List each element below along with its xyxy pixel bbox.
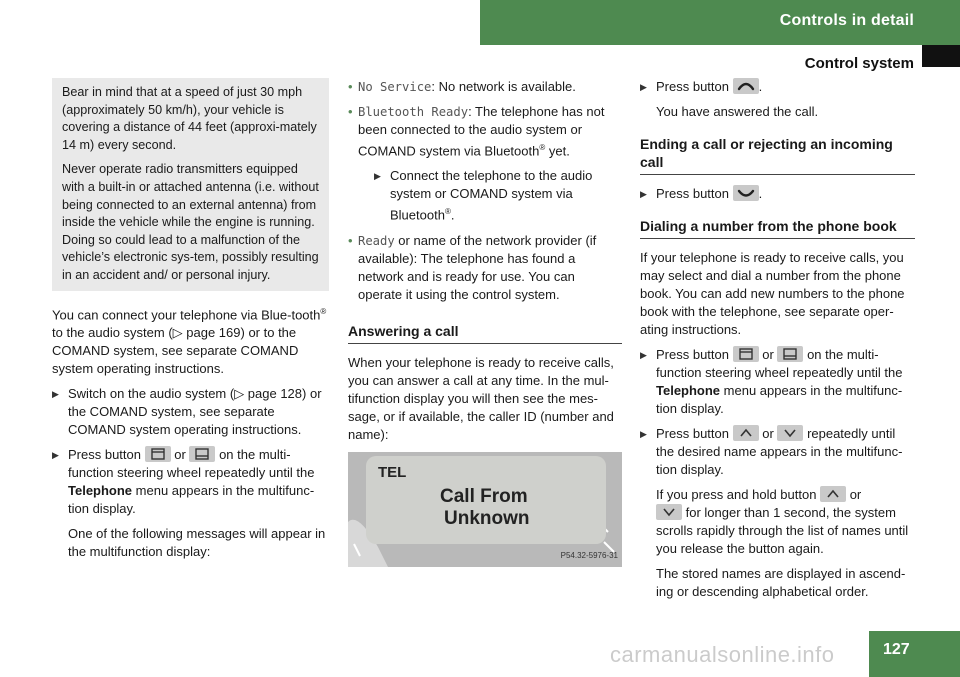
step-continuation: One of the following messages will appear in the multifunction display: — [68, 525, 326, 559]
section-tab-marker — [922, 45, 960, 67]
display-line-1: Call From — [440, 485, 528, 507]
watermark: carmanualsonline.info — [610, 642, 835, 667]
display-tel-label: TEL — [378, 463, 407, 481]
intro-paragraph: You can connect your telephone via Blue-tooth® to the audio system (▷ page 169) or to the COMAND system, see separate COMAND system operating instructions. — [52, 306, 327, 376]
phone-answer-icon — [733, 78, 759, 94]
step-continuation: The stored names are displayed in ascend-ing or descending alphabetical order. — [656, 566, 906, 599]
multifunction-display-photo — [348, 452, 622, 567]
step-item: ▶ Press button . — [640, 185, 915, 203]
photo-code: P54.32-5976-31 — [560, 550, 618, 560]
warning-note — [52, 78, 329, 291]
chevron-down-icon — [656, 504, 682, 520]
message-item: • Bluetooth Ready: The telephone has not been connected to the audio system or COMAND system via Bluetooth® yet. — [348, 103, 622, 160]
step-continuation: If you press and hold button or for longer than 1 second, the system scrolls rapidly through the list of names until you release the button again. — [656, 487, 909, 556]
page-number-box — [869, 631, 960, 677]
note-paragraph: Bear in mind that at a speed of just 30 mph (approximately 50 km/h), your vehicle is covering a distance of 44 feet (approxi-mately 14 m) every second. — [62, 85, 317, 152]
message-item: • No Service: No network is available. — [348, 78, 622, 96]
chevron-up-icon — [820, 486, 846, 502]
display-line-2: Unknown — [444, 507, 530, 529]
display-button-down-icon — [777, 346, 803, 362]
step-item: ▶ Switch on the audio system (▷ page 128) or the COMAND system, see separate COMAND system operating instructions. — [52, 385, 329, 439]
subsection-title: Control system — [804, 55, 914, 72]
column-right — [640, 78, 915, 608]
column-middle — [348, 78, 622, 567]
section-heading: Ending a call or rejecting an incoming call — [640, 135, 915, 175]
display-button-up-icon — [733, 346, 759, 362]
display-button-up-icon — [145, 446, 171, 462]
section-heading: Dialing a number from the phone book — [640, 217, 915, 239]
display-button-down-icon — [189, 446, 215, 462]
step-item: ▶ Press button . — [640, 78, 915, 96]
step-continuation: You have answered the call. — [656, 104, 819, 119]
note-paragraph: Never operate radio transmitters equipped with a built-in or attached antenna (i.e. without being connected to an external antenna) from inside the vehicle while the engine is running. Doing so could lead to a malfunction of the vehicle’s electronic sys-tem, possibly resulting in an accident and/ or personal injury. — [62, 162, 319, 282]
message-item: • Ready or name of the network provider (if available): The telephone has found a network and is ready for use. You can operate it using the control system. — [348, 232, 622, 304]
sub-step-item: ▶ Connect the telephone to the audio system or COMAND system via Bluetooth®. — [348, 167, 622, 224]
section-heading: Answering a call — [348, 322, 622, 344]
body-paragraph: If your telephone is ready to receive calls, you may select and dial a number from the phone book. You can add new numbers to the phone book with the telephone, see separate oper-ating instructions. — [640, 250, 905, 337]
section-title: Controls in detail — [779, 12, 914, 29]
page-number: 127 — [883, 641, 910, 658]
column-left — [52, 78, 329, 568]
chevron-down-icon — [777, 425, 803, 441]
step-item: ▶ Press button or on the multi-function steering wheel repeatedly until the Telephone menu appears in the multifunc-tion display. — [52, 446, 329, 518]
step-item: ▶ Press button or repeatedly until the desired name appears in the multifunc-tion display. — [640, 425, 915, 479]
body-paragraph: When your telephone is ready to receive calls, you can answer a call at any time. In the mul-tifunction display you will then see the mes-sage, or if available, the caller ID (number and name): — [348, 354, 614, 442]
phone-hangup-icon — [733, 185, 759, 201]
section-header — [480, 0, 960, 45]
chevron-up-icon — [733, 425, 759, 441]
step-item: ▶ Press button or on the multi-function steering wheel repeatedly until the Telephone menu appears in the multifunc-tion display. — [640, 346, 915, 418]
